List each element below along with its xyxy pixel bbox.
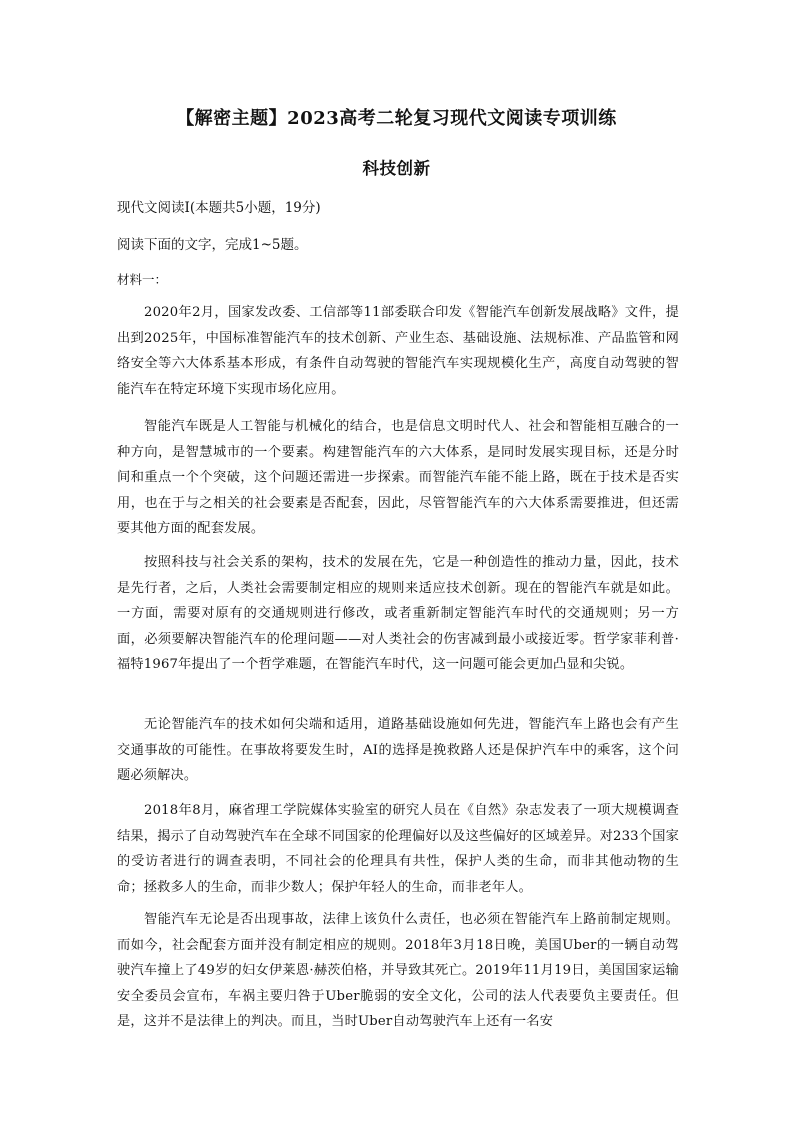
- paragraph-6: 智能汽车无论是否出现事故，法律上该负什么责任，也必须在智能汽车上路前制定规则。而如今，社会配套方面并没有制定相应的规则。2018年3月18日晚，美国Uber的一辆自动驾驶汽车撞上了49岁的妇女伊莱恩·赫茨伯格，并导致其死亡。2019年11月19日，美国国家运输安全委员会宣布，车祸主要归咎于Uber脆弱的安全文化，公司的法人代表要负主要责任。但是，这并不是法律上的判决。而且，当时Uber自动驾驶汽车上还有一名安: [117, 912, 679, 1029]
- paragraph-3: 按照科技与社会关系的架构，技术的发展在先，它是一种创造性的推动力量，因此，技术是先行者，之后，人类社会需要制定相应的规则来适应技术创新。现在的智能汽车就是如此。一方面，需要对原有的交通规则进行修改，或者重新制定智能汽车时代的交通规则；另一方面，必须要解决智能汽车的伦理问题——对人类社会的伤害减到最小或接近零。哲学家菲利普·福特1967年提出了一个哲学难题，在智能汽车时代，这一问题可能会更加凸显和尖锐。: [117, 555, 679, 672]
- paragraph-5: 2018年8月，麻省理工学院媒体实验室的研究人员在《自然》杂志发表了一项大规模调查结果，揭示了自动驾驶汽车在全球不同国家的伦理偏好以及这些偏好的区域差异。对233个国家的受访者进行的调查表明，不同社会的伦理具有共性，保护人类的生命，而非其他动物的生命；拯救多人的生命，而非少数人；保护年轻人的生命，而非老年人。: [117, 803, 679, 895]
- section-heading: 现代文阅读Ⅰ(本题共5小题，19分): [117, 200, 321, 216]
- instruction-text: 阅读下面的文字，完成1~5题。: [117, 237, 308, 253]
- material-label: 材料一：: [117, 272, 168, 287]
- document-subtitle: 科技创新: [362, 159, 431, 178]
- paragraph-2: 智能汽车既是人工智能与机械化的结合，也是信息文明时代人、社会和智能相互融合的一种方向，是智慧城市的一个要素。构建智能汽车的六大体系，是同时发展实现目标，还是分时间和重点一个个突破，这个问题还需进一步探索。而智能汽车能不能上路，既在于技术是否实用，也在于与之相关的社会要素是否配套，因此，尽管智能汽车的六大体系需要推进，但还需要其他方面的配套发展。: [117, 419, 679, 536]
- document-title: 【解密主题】2023高考二轮复习现代文阅读专项训练: [176, 108, 617, 129]
- paragraph-1: 2020年2月，国家发改委、工信部等11部委联合印发《智能汽车创新发展战略》文件，提出到2025年，中国标准智能汽车的技术创新、产业生态、基础设施、法规标准、产品监管和网络安全等六大体系基本形成，有条件自动驾驶的智能汽车实现规模化生产，高度自动驾驶的智能汽车在特定环境下实现市场化应用。: [117, 305, 679, 397]
- paragraph-4: 无论智能汽车的技术如何尖端和适用，道路基础设施如何先进，智能汽车上路也会有产生交通事故的可能性。在事故将要发生时，AI的选择是挽救路人还是保护汽车中的乘客，这个问题必须解决。: [117, 717, 679, 783]
